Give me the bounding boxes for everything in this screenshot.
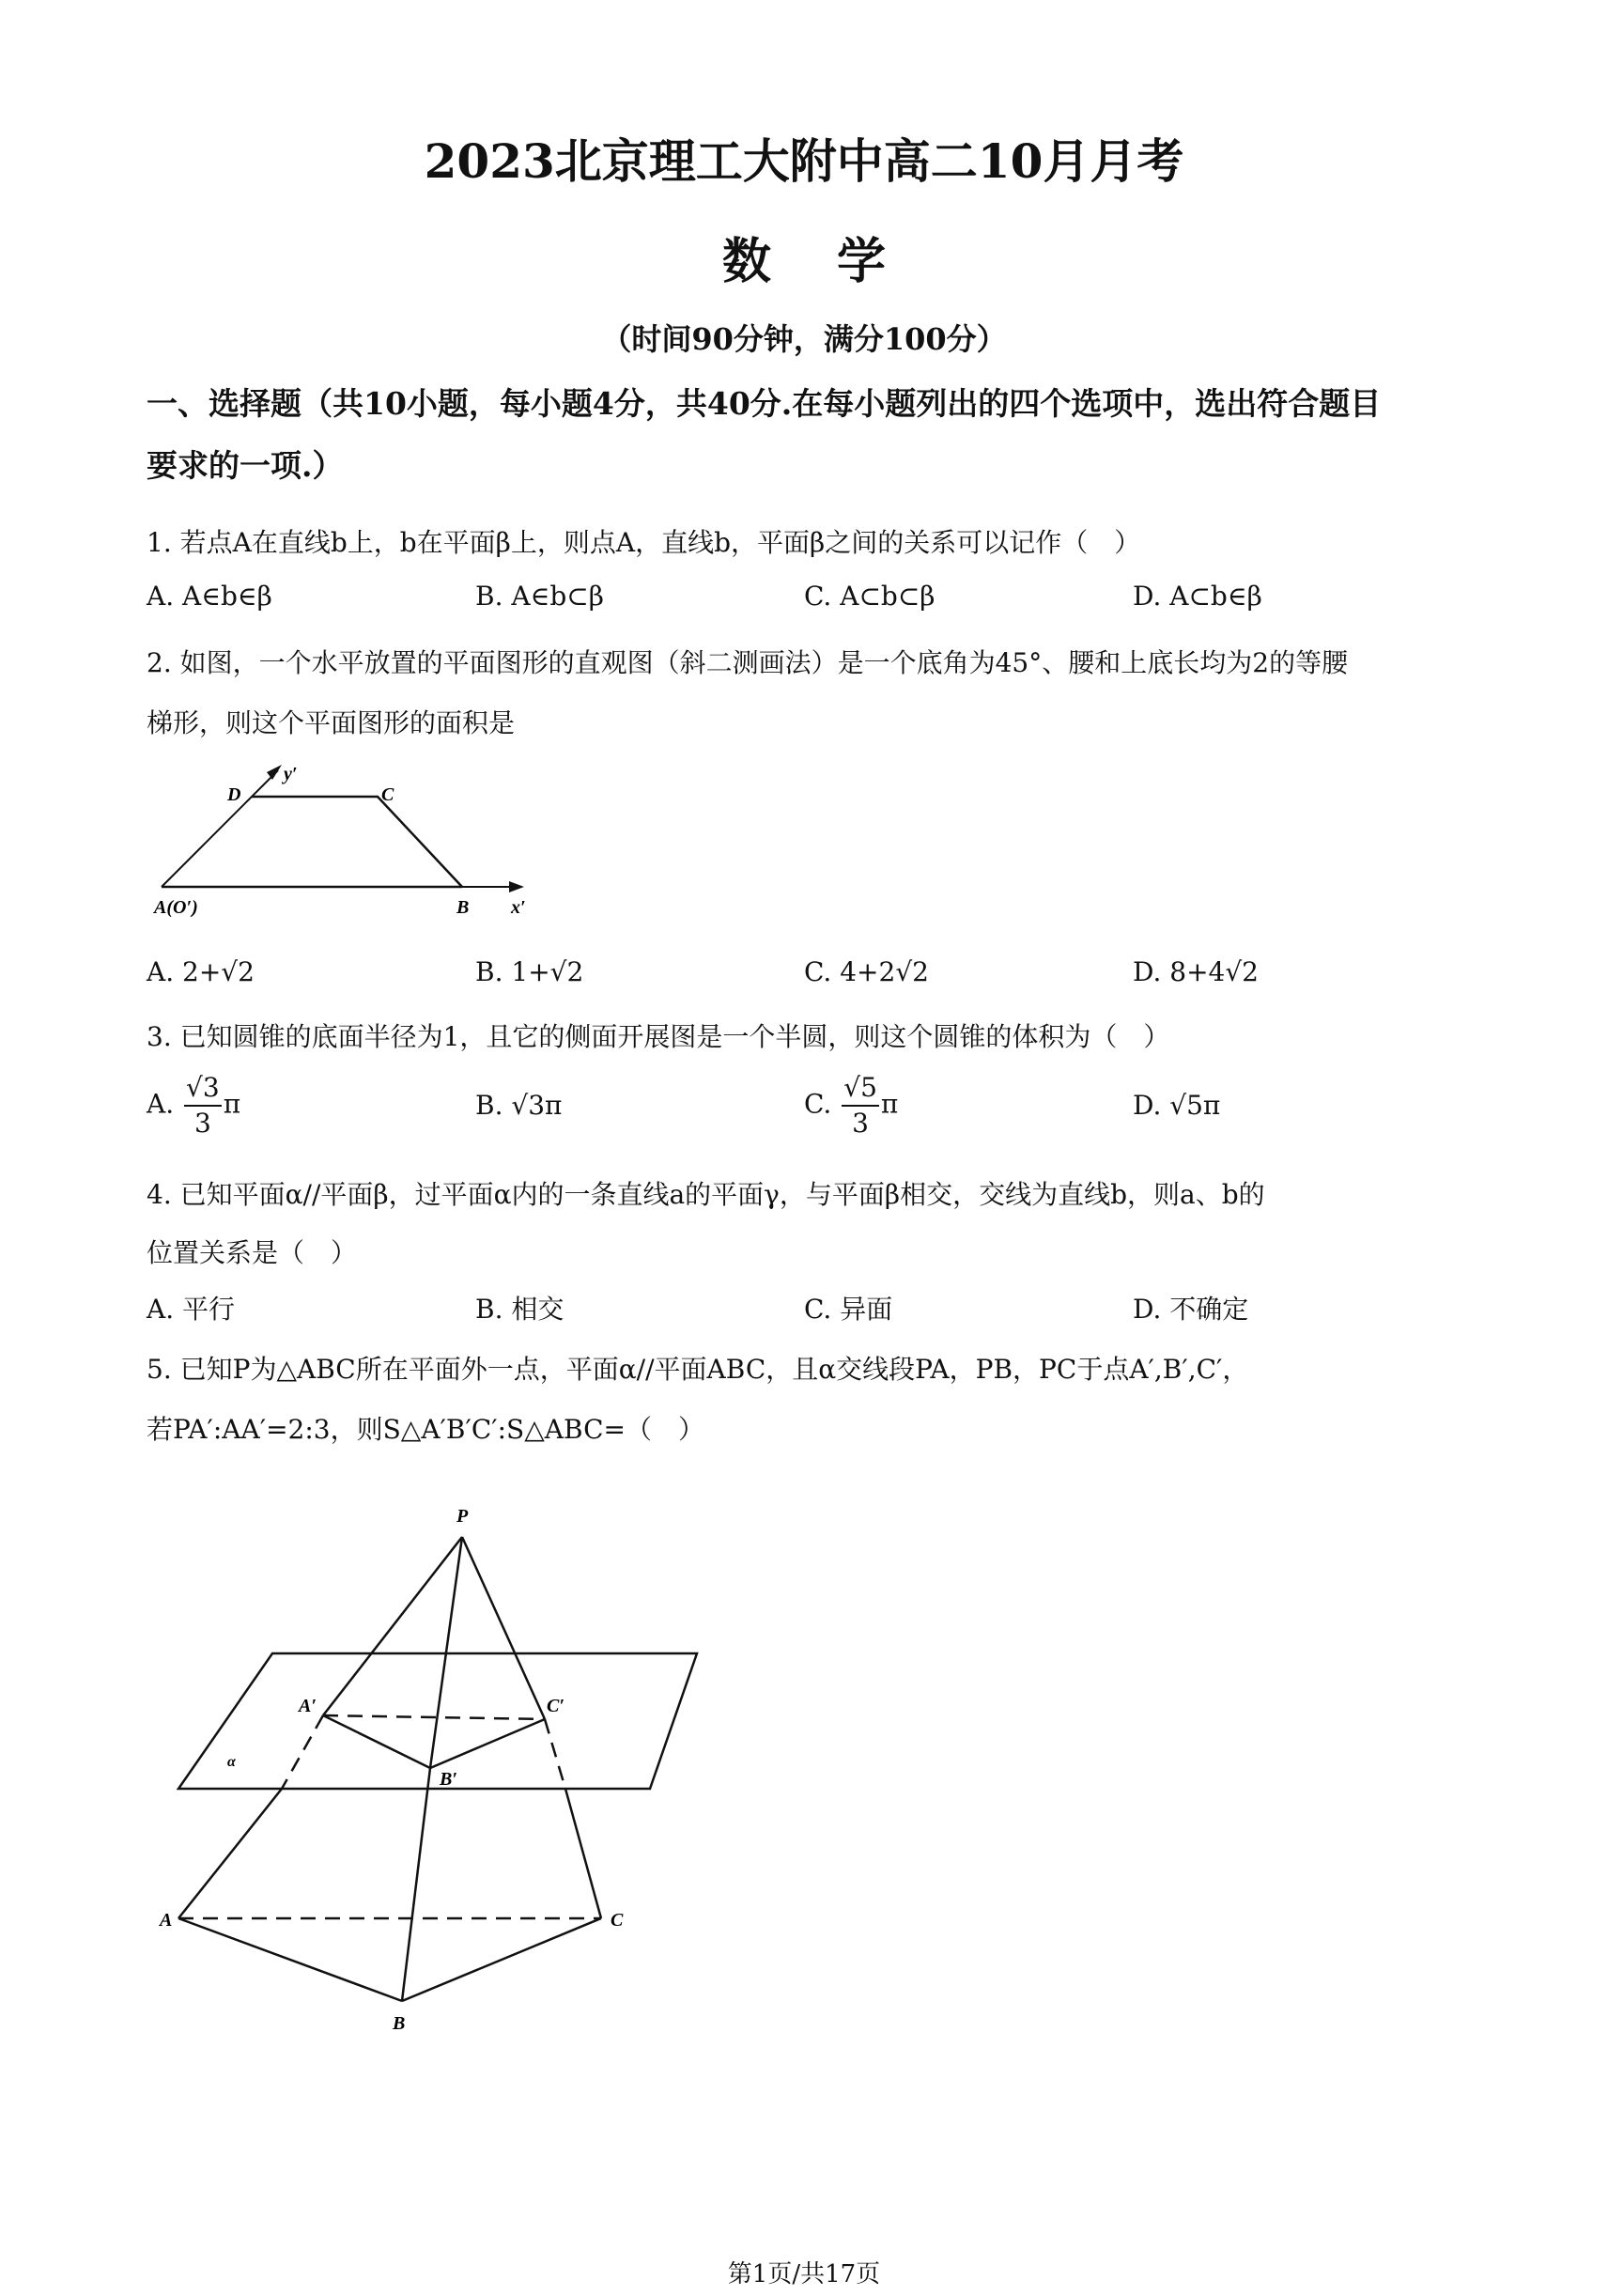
question-2-line2: 梯形，则这个平面图形的面积是 (147, 707, 516, 738)
q4-option-c: C. 异面 (804, 1294, 893, 1325)
q4-option-b: B. 相交 (475, 1294, 564, 1325)
q3-option-d-prefix: D. (1133, 1090, 1162, 1121)
question-5-line2: 若PA′:AA′=2:3，则S△A′B′C′:S△ABC=（ ） (147, 1414, 704, 1445)
y-axis (162, 770, 278, 887)
q3-option-a (147, 1071, 240, 1140)
x-axis-arrow (509, 881, 524, 892)
q4-option-a: A. 平行 (147, 1294, 236, 1325)
q3-option-c-numerator: √5 (842, 1071, 879, 1107)
q3-option-c-suffix: π (880, 1088, 899, 1120)
subject-title: 数学 (721, 233, 951, 290)
label-B-prime: B′ (440, 1769, 457, 1790)
label-x-prime: x′ (511, 897, 526, 918)
q3-option-c-fraction (842, 1071, 879, 1140)
q2-option-c: C. 4+2√2 (804, 956, 929, 987)
edge-PC-lower (565, 1789, 601, 1918)
q3-option-c-denominator: 3 (852, 1108, 869, 1139)
q3-option-d-value: √5π (1169, 1090, 1221, 1121)
q2-option-b: B. 1+√2 (475, 956, 584, 987)
trapezoid-figure (141, 752, 535, 930)
edge-AB (178, 1918, 402, 2001)
trapezoid-edges (252, 797, 462, 887)
label-y-prime: y′ (284, 764, 298, 784)
edge-CB (402, 1918, 601, 2001)
label-A: A (160, 1910, 173, 1931)
edge-PB-lower (402, 1768, 430, 2001)
q3-option-a-fraction (184, 1071, 222, 1140)
edge-PA-lower (178, 1789, 282, 1918)
section-heading-line1: 一、选择题（共10小题，每小题4分，共40分.在每小题列出的四个选项中，选出符合题目 (147, 385, 1382, 422)
q2-option-d: D. 8+4√2 (1133, 956, 1259, 987)
page-number: 第1页/共17页 (727, 2260, 881, 2288)
page-title: 2023北京理工大附中高二10月月考 (424, 133, 1184, 189)
question-3-text: 3. 已知圆锥的底面半径为1，且它的侧面开展图是一个半圆，则这个圆锥的体积为（ ） (147, 1021, 1170, 1052)
question-4-line2: 位置关系是（ ） (147, 1237, 358, 1268)
label-C: C (611, 1910, 624, 1931)
q1-option-b: B. A∈b⊂β (475, 581, 604, 612)
label-P: P (456, 1506, 469, 1527)
label-A-prime: A′ (299, 1696, 317, 1716)
q3-option-b (475, 1090, 562, 1121)
q3-option-a-prefix: A. (147, 1088, 175, 1120)
time-info: （时间90分钟，满分100分） (601, 321, 1007, 357)
q3-option-d (1133, 1090, 1220, 1121)
label-C-prime: C′ (547, 1696, 564, 1716)
label-A-O: A(O′) (154, 897, 198, 918)
q1-option-d: D. A⊂b∈β (1133, 581, 1262, 612)
q3-option-c (804, 1071, 898, 1140)
question-1-text: 1. 若点A在直线b上，b在平面β上，则点A，直线b，平面β之间的关系可以记作（ ） (147, 527, 1141, 558)
q1-option-c: C. A⊂b⊂β (804, 581, 935, 612)
edge-PC-upper (462, 1537, 545, 1719)
label-D: D (227, 784, 241, 805)
question-4-line1: 4. 已知平面α//平面β，过平面α内的一条直线a的平面γ，与平面β相交，交线为直线b，则a、b的 (147, 1179, 1265, 1210)
q4-option-d: D. 不确定 (1133, 1294, 1249, 1325)
pyramid-figure (141, 1494, 704, 2057)
q3-option-b-prefix: B. (475, 1090, 503, 1121)
q1-option-a: A. A∈b∈β (147, 581, 272, 612)
q3-option-a-numerator: √3 (184, 1071, 222, 1107)
question-2-line1: 2. 如图，一个水平放置的平面图形的直观图（斜二测画法）是一个底角为45°、腰和上底长均为2的等腰 (147, 647, 1349, 678)
question-5-line1: 5. 已知P为△ABC所在平面外一点，平面α//平面ABC，且α交线段PA，PB，PC于点A′,B′,C′， (147, 1354, 1249, 1385)
q3-option-a-suffix: π (223, 1088, 241, 1120)
q3-option-b-value: √3π (511, 1090, 563, 1121)
label-B: B (393, 2013, 406, 2034)
edge-AB-prime (323, 1715, 430, 1768)
edge-AC-prime (323, 1715, 545, 1719)
label-B: B (456, 897, 470, 918)
edge-PA-hidden (282, 1715, 323, 1789)
y-axis-arrow (267, 765, 282, 780)
q3-option-a-denominator: 3 (193, 1108, 211, 1139)
edge-CB-prime (430, 1719, 545, 1768)
edge-PC-hidden (545, 1719, 565, 1789)
label-C: C (381, 784, 394, 805)
label-alpha: α (227, 1754, 236, 1770)
section-heading-line2: 要求的一项.） (147, 447, 344, 484)
q3-option-c-prefix: C. (804, 1088, 832, 1120)
q2-option-a: A. 2+√2 (147, 956, 255, 987)
